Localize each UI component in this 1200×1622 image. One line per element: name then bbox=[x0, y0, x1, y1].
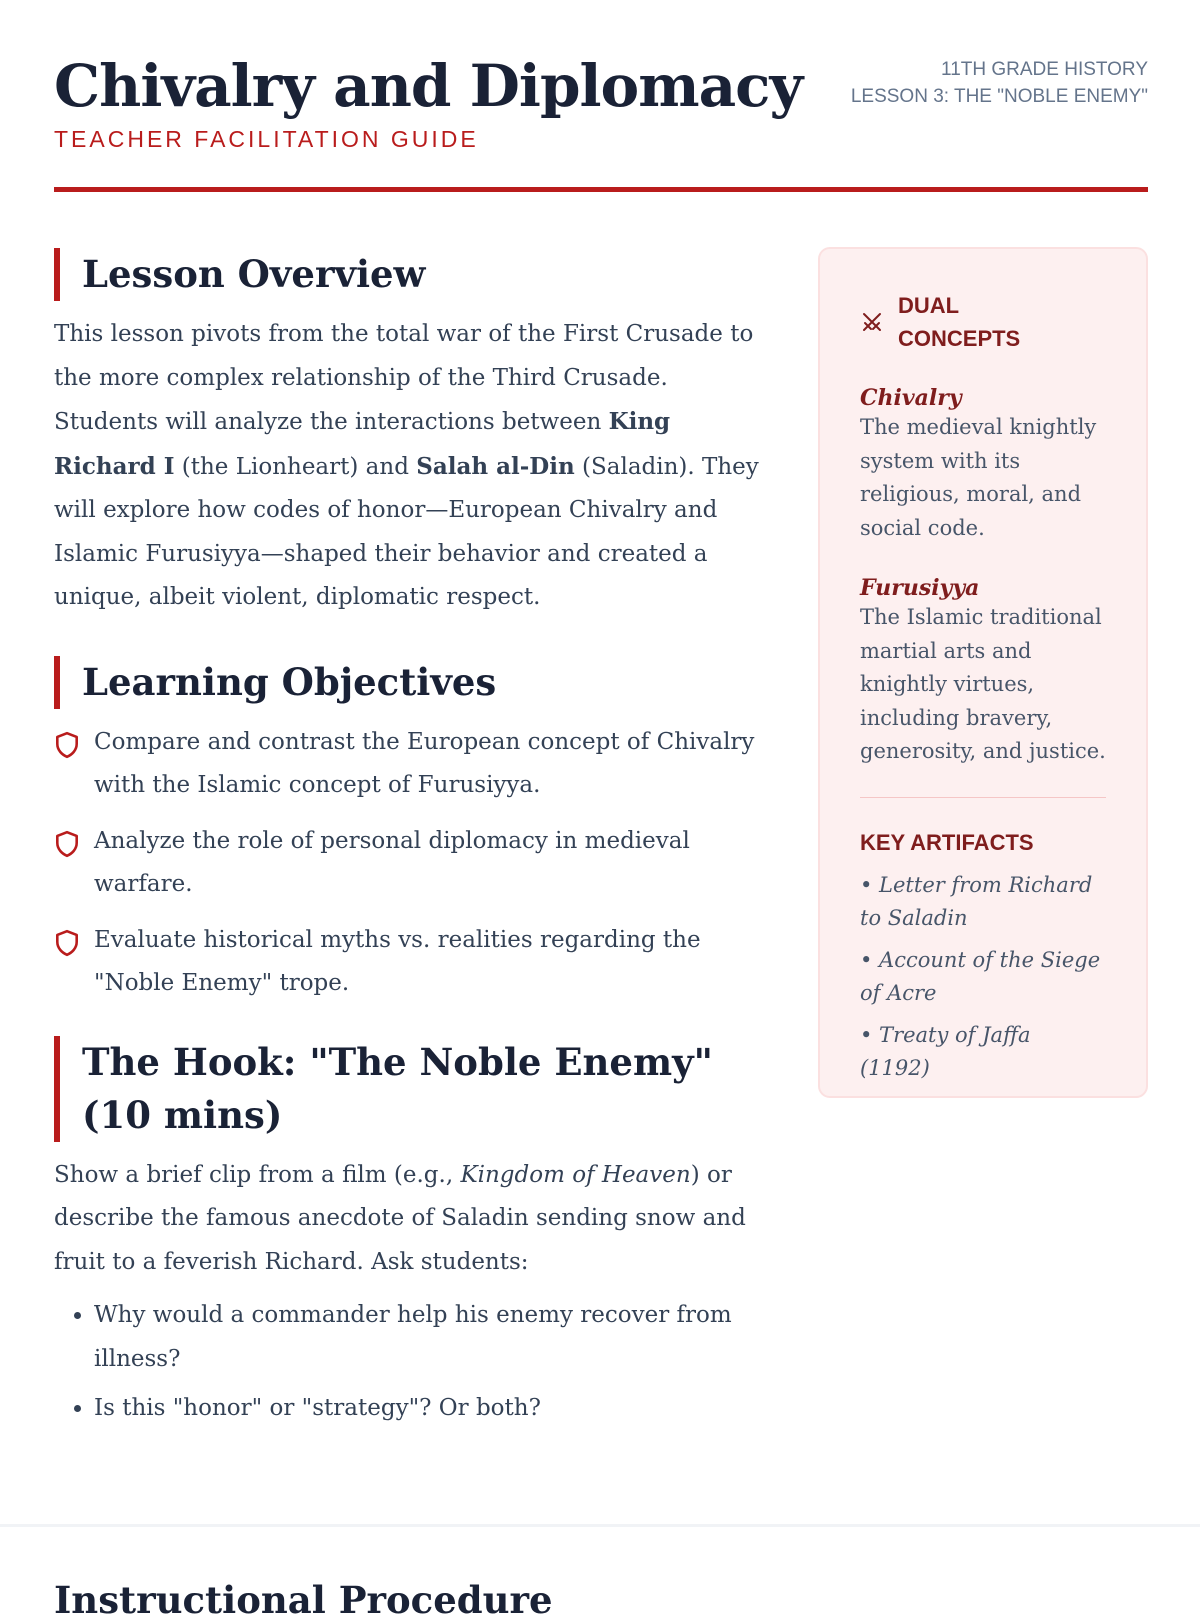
key-artifacts-heading: KEY ARTIFACTS bbox=[860, 829, 1034, 855]
term-chivalry: Chivalry bbox=[860, 385, 962, 411]
objective-item bbox=[54, 721, 769, 808]
crossed-swords-icon bbox=[860, 310, 884, 334]
definition-furusiyya: The Islamic traditional martial arts and knightly virtues, including bravery, generosity, and justice. bbox=[860, 605, 1106, 763]
objective-text: Compare and contrast the European concept of Chivalry with the Islamic concept of Furusiyya. bbox=[94, 728, 755, 798]
richard-name: King Richard I bbox=[54, 408, 671, 480]
lesson-label: LESSON 3: THE "NOBLE ENEMY" bbox=[850, 86, 1148, 107]
lesson-meta bbox=[851, 56, 1148, 110]
question-item: • Is this "honor" or "strategy"? Or both? bbox=[94, 1387, 769, 1431]
text: Show a brief clip from a film (e.g., bbox=[54, 1161, 461, 1188]
film-title: Kingdom of Heaven bbox=[460, 1161, 691, 1188]
text: (the Lionheart) and bbox=[174, 453, 417, 480]
overview-text bbox=[54, 313, 769, 620]
hook-questions bbox=[94, 1294, 769, 1431]
objective-text: Analyze the role of personal diplomacy in medieval warfare. bbox=[94, 827, 690, 897]
artifacts-list bbox=[860, 869, 1106, 1086]
text: ) or describe the famous anecdote of Saladin sending snow and fruit to a feverish Richard. Ask students: bbox=[54, 1161, 746, 1275]
page-title: Chivalry and Diplomacy bbox=[54, 52, 803, 120]
objective-item bbox=[54, 919, 769, 1006]
shield-icon bbox=[54, 731, 80, 759]
definition-chivalry: The medieval knightly system with its religious, moral, and social code. bbox=[860, 415, 1097, 540]
dual-concepts-header bbox=[860, 289, 1106, 355]
grade-label: 11TH GRADE HISTORY bbox=[941, 59, 1148, 80]
term-furusiyya: Furusiyya bbox=[860, 575, 980, 601]
header-divider bbox=[54, 187, 1148, 192]
hook-text bbox=[54, 1154, 769, 1285]
text: This lesson pivots from the total war of the First Crusade to the more complex relationship of the Third Crusade. Students will analyze the interactions between bbox=[54, 321, 754, 435]
shield-icon bbox=[54, 929, 80, 957]
text: (Saladin). They will explore how codes of honor—European Chivalry and Islamic Furusiyya—shaped their behavior and created a unique, albeit violent, diplomatic respect. bbox=[54, 453, 759, 610]
hook-heading: The Hook: "The Noble Enemy" (10 mins) bbox=[54, 1036, 769, 1142]
objectives-heading: Learning Objectives bbox=[54, 656, 769, 709]
header bbox=[54, 52, 1148, 153]
sidebar-divider bbox=[860, 797, 1106, 798]
objectives-list bbox=[54, 721, 769, 1006]
objective-item bbox=[54, 820, 769, 907]
procedure-heading: Instructional Procedure bbox=[54, 1578, 553, 1622]
page-subtitle: TEACHER FACILITATION GUIDE bbox=[54, 126, 479, 152]
saladin-name: Salah al-Din bbox=[416, 452, 575, 480]
question-item: • Why would a commander help his enemy recover from illness? bbox=[94, 1294, 769, 1381]
shield-icon bbox=[54, 830, 80, 858]
objective-text: Evaluate historical myths vs. realities regarding the "Noble Enemy" trope. bbox=[94, 926, 701, 996]
artifact-item: • Account of the Siege of Acre bbox=[860, 947, 1101, 1005]
sidebar-card bbox=[818, 247, 1148, 1098]
artifact-item: • Treaty of Jaffa (1192) bbox=[860, 1022, 1031, 1080]
dual-concepts-heading: DUAL CONCEPTS bbox=[898, 293, 1021, 351]
section-divider bbox=[0, 1524, 1200, 1527]
artifact-item: • Letter from Richard to Saladin bbox=[860, 872, 1093, 930]
overview-heading: Lesson Overview bbox=[54, 248, 769, 301]
main-content bbox=[54, 248, 769, 1437]
